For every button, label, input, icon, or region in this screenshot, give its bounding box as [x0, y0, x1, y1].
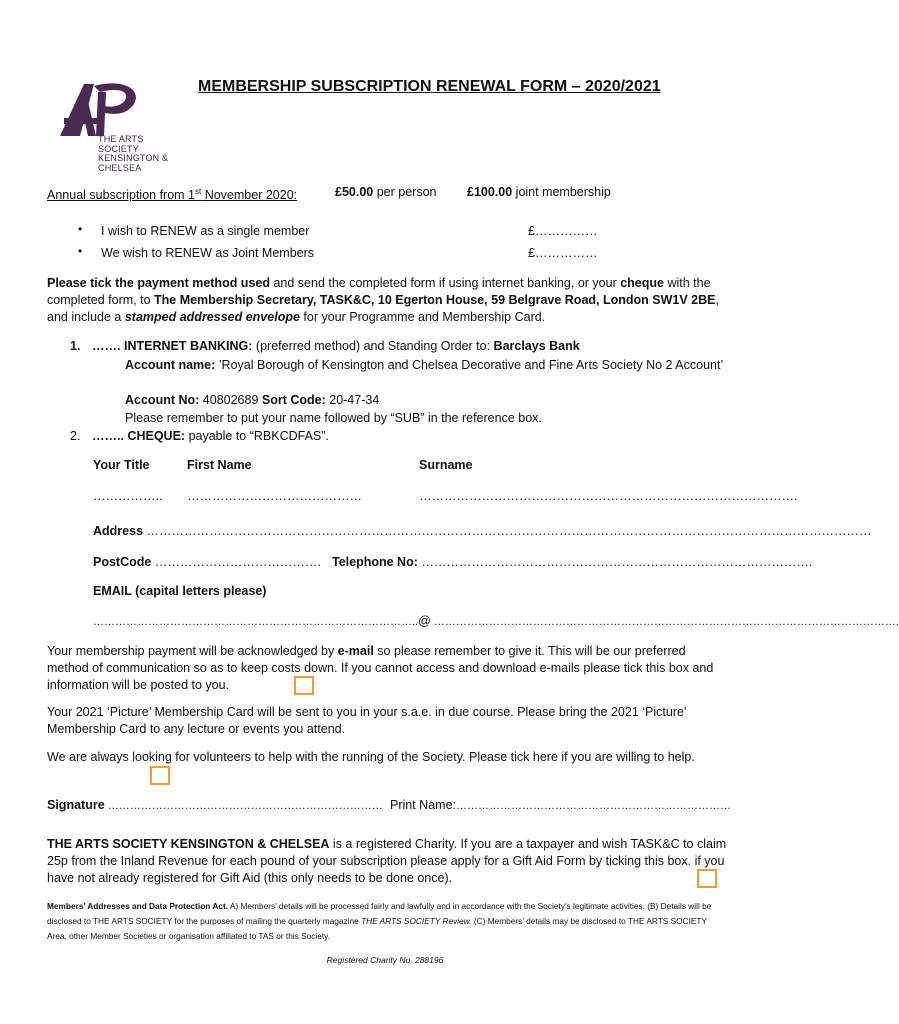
sort-code-value: 20-47-34 [325, 393, 380, 407]
email-at-sign: @ [418, 614, 431, 628]
renew-single-amount[interactable]: £…………… [528, 224, 598, 238]
postcode-label: PostCode [93, 555, 152, 569]
account-name [125, 356, 725, 374]
gift-aid-notice [47, 836, 727, 887]
option2-text: payable to “RBKCDFAS”. [185, 429, 329, 443]
email-notice [47, 643, 727, 694]
postcode-field[interactable]: …………………………………. [151, 555, 321, 569]
instr-text-2: with the completed form, to [47, 276, 711, 307]
instr-text-1: and send the completed form if using internet banking, or your [270, 276, 621, 290]
option1-text: (preferred method) and Standing Order to: [252, 339, 494, 353]
subscription-label-text [47, 188, 297, 202]
data-protection-italic: THE ARTS SOCIETY Review. [361, 916, 472, 926]
option2-number: 2. [70, 429, 81, 443]
gift-aid-text: is a registered Charity. If you are a taxpayer and wish TASK&C to claim 25p from the Inland Revenue for each pound of your subscription please apply for a Gift Aid Form by ticking this box. if you have not already registered for Gift Aid (this only needs to be done once). [47, 837, 727, 885]
logo-line: THE ARTS [98, 134, 144, 144]
email-row [93, 614, 899, 628]
payment-instructions [47, 275, 727, 326]
subscription-label-sup: st [195, 187, 202, 196]
logo-line: KENSINGTON & [98, 153, 169, 163]
option2-line [92, 428, 329, 444]
renew-single-label: I wish to RENEW as a single member [101, 224, 310, 238]
option1-number: 1. [70, 339, 81, 353]
your-title-field[interactable]: …………….. [93, 489, 163, 503]
renew-joint-label: We wish to RENEW as Joint Members [101, 246, 315, 260]
option1-line [92, 338, 580, 354]
page-title: MEMBERSHIP SUBSCRIPTION RENEWAL FORM – 2020/2021 [198, 78, 661, 95]
email-notice-post: so please remember to give it. This will be our preferred method of communication so as to keep costs down. If you cannot access and download e-mails please tick this box and information will be posted to you. [47, 644, 714, 692]
print-name-row [390, 797, 731, 814]
postcode-row [93, 554, 321, 570]
joint-price-suffix: joint membership [512, 185, 611, 199]
instr-sae: stamped addressed envelope [124, 310, 300, 324]
signature-label: Signature [47, 798, 105, 812]
instr-bold-1: Please tick the payment method used [47, 276, 270, 290]
telephone-field[interactable]: …………………………………………………………………………………. [417, 555, 813, 569]
account-name-value: ’Royal Borough of Kensington and Chelsea Decorative and Fine Arts Society No 2 Account’ [215, 358, 724, 372]
account-name-label: Account name: [125, 358, 216, 372]
instr-bold-2: cheque [620, 276, 664, 290]
email-notice-bold: e-mail [337, 644, 374, 658]
gift-aid-bold: THE ARTS SOCIETY KENSINGTON & CHELSEA [47, 837, 330, 851]
telephone-row [332, 554, 812, 570]
option1-bank: Barclays Bank [493, 339, 580, 353]
subscription-label [47, 184, 297, 203]
first-name-label: First Name [187, 458, 252, 472]
email-domain-field[interactable]: ………………………………………………………………………………………………………………. [430, 616, 899, 628]
bullet-icon: • [78, 222, 83, 236]
address-label: Address [93, 524, 144, 538]
single-price-value: £50.00 [335, 185, 374, 199]
account-no-value: 40802689 [199, 393, 262, 407]
signature-field[interactable]: ………………………………………………………………… [104, 800, 383, 812]
address-row [93, 523, 872, 539]
joint-price [467, 184, 611, 200]
surname-field[interactable]: ………………………………………………………………………………. [419, 489, 798, 503]
instr-address: The Membership Secretary, TASK&C, 10 Egerton House, 59 Belgrave Road, London SW1V 2BE [154, 293, 716, 307]
subscription-label-post: November 2020: [201, 188, 298, 203]
joint-price-value: £100.00 [467, 185, 513, 199]
volunteer-checkbox[interactable] [150, 766, 170, 785]
instr-text-4: for your Programme and Membership Card. [299, 310, 546, 324]
sort-code-label: Sort Code: [261, 393, 326, 407]
data-protection-notice [47, 899, 727, 944]
option2-label: CHEQUE: [127, 429, 186, 443]
reference-note: Please remember to put your name followed by “SUB” in the reference box. [125, 411, 542, 425]
first-name-field[interactable]: …………………………………… [187, 489, 362, 503]
data-protection-bold: Members’ Addresses and Data Protection Act. [47, 901, 229, 911]
membership-card-notice: Your 2021 ‘Picture’ Membership Card will be sent to you in your s.a.e. in due course. Please bring the 2021 ‘Picture’ Membership Card to any lecture or events you attend. [47, 705, 687, 736]
subscription-label-pre: Annual subscription from 1 [47, 188, 195, 203]
renew-joint-amount[interactable]: £…………… [528, 246, 598, 260]
account-no-label: Account No: [125, 393, 200, 407]
address-field[interactable]: ………………………………………………………………………………………………………………………………………………………… [143, 524, 872, 538]
logo-line: SOCIETY [98, 143, 139, 154]
email-label: EMAIL (capital letters please) [93, 584, 267, 598]
volunteers-notice: We are always looking for volunteers to help with the running of the Society. Please tick here if you are willing to help. [47, 750, 695, 764]
logo-line: CHELSEA [98, 162, 142, 173]
account-details [125, 392, 379, 408]
email-notice-pre: Your membership payment will be acknowledged by [47, 644, 338, 658]
data-protection-text-2: (C) Members’ details may be disclosed to THE ARTS SOCIETY Area, other Member Societies or organisation affiliated to TAS or this Society. [47, 916, 707, 941]
signature-row [47, 797, 383, 814]
surname-label: Surname [419, 458, 473, 472]
bullet-icon: • [78, 244, 83, 258]
instr-text-3: , and include a [47, 293, 719, 324]
data-protection-text-1: A) Members’ details will be processed fairly and lawfully and in accordance with the Society’s legitimate activities. (B) Details will be disclosed to THE ARTS SOCIETY for the purposes of mailing the quarterly magazine [47, 901, 712, 926]
print-name-field[interactable]: ………………………………………………………………… [456, 800, 731, 812]
single-price-suffix: per person [373, 185, 437, 199]
telephone-label: Telephone No: [332, 555, 418, 569]
option2-tick-field[interactable]: …….. [92, 429, 124, 443]
gift-aid-checkbox[interactable] [697, 869, 717, 888]
option1-label: INTERNET BANKING: [123, 339, 253, 353]
single-price [335, 184, 436, 200]
email-user-field[interactable]: …………………………………………………………………………….. [93, 616, 419, 628]
option1-tick-field[interactable]: ……. [92, 339, 121, 353]
registered-charity-footer: Registered Charity No. 288196 [326, 955, 444, 965]
your-title-label: Your Title [93, 458, 150, 472]
print-name-label: Print Name: [390, 798, 456, 812]
logo-text [98, 135, 168, 173]
post-info-checkbox[interactable] [294, 676, 314, 695]
